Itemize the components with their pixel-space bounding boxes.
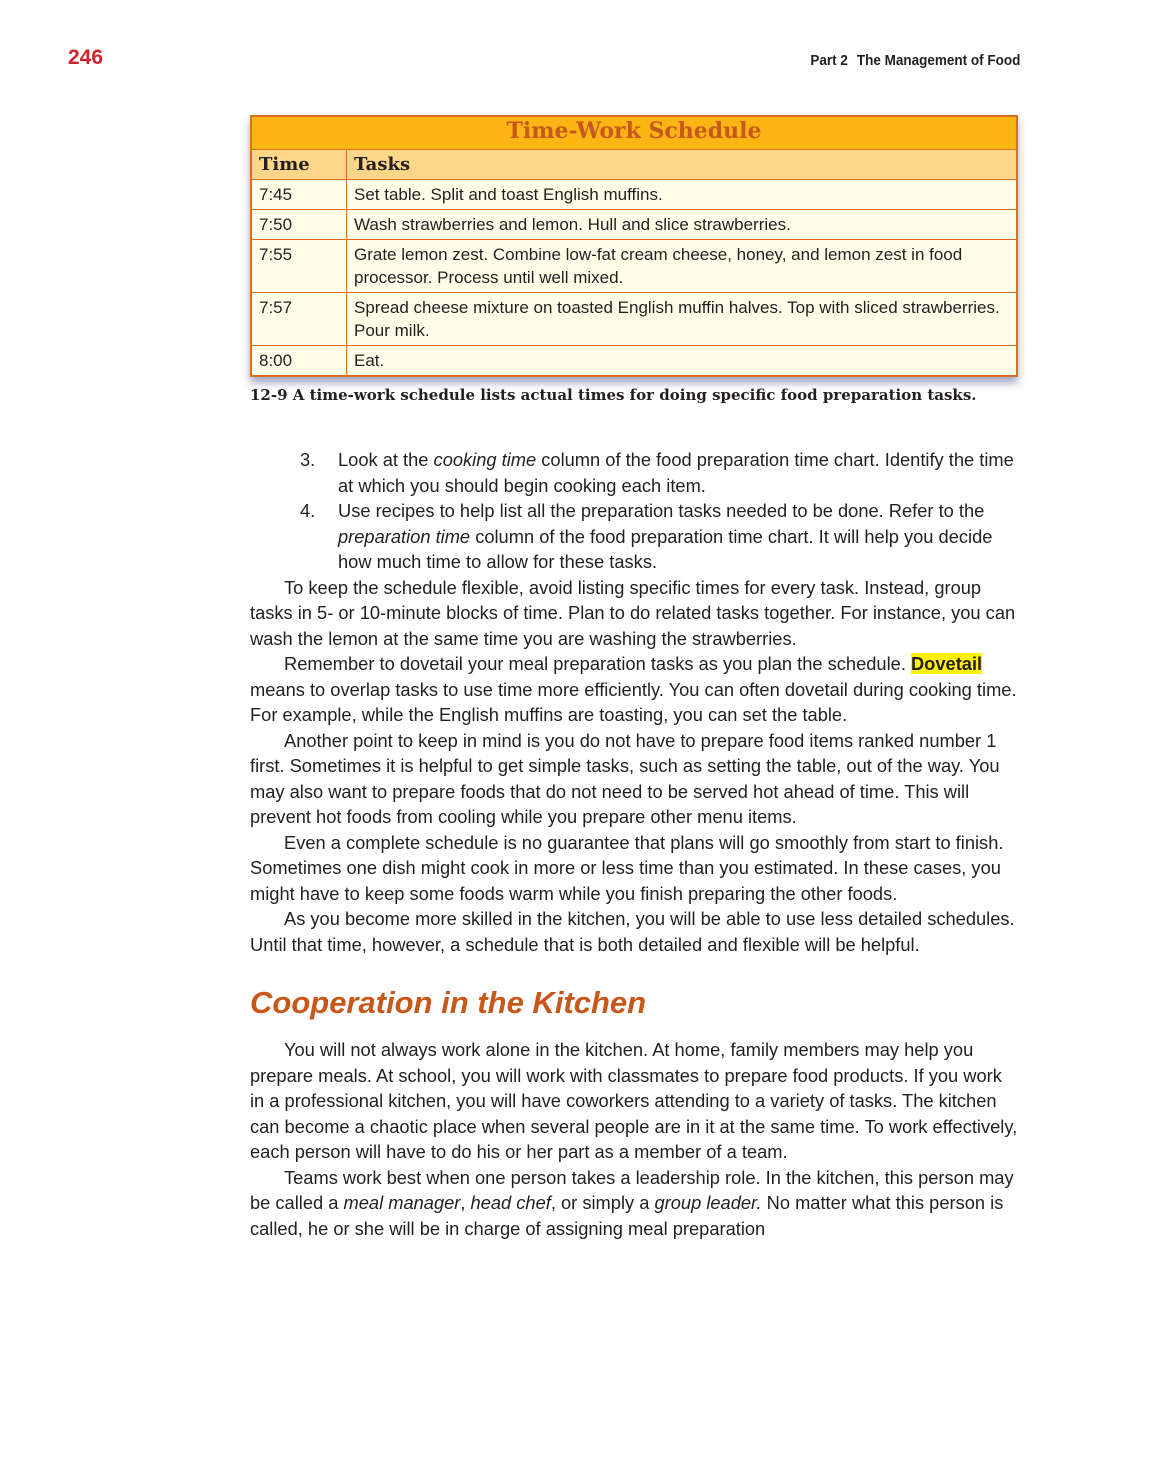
table-row <box>251 240 1017 293</box>
time-cell: 8:00 <box>251 346 347 377</box>
list-item <box>250 447 1020 498</box>
emphasis: meal manager <box>343 1192 461 1213</box>
text: Look at the <box>338 449 434 470</box>
emphasis: preparation time <box>338 525 471 547</box>
text: column of the food preparation time chart. Identify the time at which you should begin cooking each item. <box>338 449 1014 496</box>
paragraph: To keep the schedule flexible, avoid listing specific times for every task. Instead, group tasks in 5- or 10-minute blocks of time. Plan to do related tasks together. For instance, you can wash the lemon at the same time you are washing the strawberries. <box>250 576 1016 649</box>
task-cell: Wash strawberries and lemon. Hull and slice strawberries. <box>347 210 1018 240</box>
emphasis: group leader. <box>654 1192 762 1213</box>
text: , or simply a <box>550 1192 655 1213</box>
table-row <box>251 210 1017 240</box>
text: Use recipes to help list all the preparation tasks needed to be done. Refer to the <box>338 500 985 521</box>
part-title: The Management of Food <box>856 52 1020 69</box>
list-number: 4. <box>300 500 316 521</box>
text: , <box>460 1192 471 1213</box>
table-row <box>251 293 1017 346</box>
table-row <box>251 180 1017 210</box>
column-header-tasks: Tasks <box>347 150 1018 180</box>
time-cell: 7:57 <box>251 293 347 346</box>
task-cell: Grate lemon zest. Combine low-fat cream cheese, honey, and lemon zest in food processor. Process until well mixed. <box>347 240 1018 293</box>
paragraph: As you become more skilled in the kitchen, you will be able to use less detailed schedules. Until that time, however, a schedule that is both detailed and flexible will be helpful. <box>250 908 1015 955</box>
part-label: Part 2 <box>809 52 848 69</box>
text: column of the food preparation time chart. It will help you decide how much time to allow for these tasks. <box>338 525 993 572</box>
text: Remember to dovetail your meal preparation tasks as you plan the schedule. <box>284 653 911 674</box>
task-cell: Eat. <box>347 346 1018 377</box>
body-text <box>250 447 1020 1241</box>
emphasis: head chef <box>470 1192 551 1213</box>
task-cell: Spread cheese mixture on toasted English muffin halves. Top with sliced strawberries. Pour milk. <box>347 293 1018 346</box>
page-number: 246 <box>68 46 104 69</box>
time-cell: 7:45 <box>251 180 347 210</box>
column-header-time: Time <box>251 150 347 180</box>
paragraph: You will not always work alone in the kitchen. At home, family members may help you prepare meals. At school, you will work with classmates to prepare food products. If you work in a professional kitchen, you will have coworkers attending to a variety of tasks. The kitchen can become a chaotic place when several people are in it at the same time. To work effectively, each person will have to do his or her part as a member of a team. <box>250 1039 1018 1162</box>
text: No matter what this person is called, he or she will be in charge of assigning meal preparation <box>250 1192 1004 1239</box>
paragraph <box>250 651 1020 728</box>
time-work-schedule-table <box>250 115 1018 377</box>
running-header <box>801 52 1020 69</box>
paragraph <box>250 1165 1020 1242</box>
table-title: Time-Work Schedule <box>251 116 1017 150</box>
time-cell: 7:55 <box>251 240 347 293</box>
task-cell: Set table. Split and toast English muffins. <box>347 180 1018 210</box>
figure-caption: 12-9 A time-work schedule lists actual times for doing specific food preparation tasks. <box>250 386 977 404</box>
emphasis: cooking time <box>433 449 537 470</box>
list-item <box>250 498 1020 575</box>
time-cell: 7:50 <box>251 210 347 240</box>
table-row <box>251 346 1017 377</box>
text: Teams work best when one person takes a leadership role. In the kitchen, this person may be called a <box>250 1166 1014 1213</box>
highlighted-term: Dovetail <box>910 653 983 674</box>
paragraph: Even a complete schedule is no guarantee that plans will go smoothly from start to finish. Sometimes one dish might cook in more or less time than you estimated. In these cases, you might have to keep some foods warm while you finish preparing the other foods. <box>250 831 1004 904</box>
text: means to overlap tasks to use time more efficiently. You can often dovetail during cooking time. For example, while the English muffins are toasting, you can set the table. <box>250 678 1017 725</box>
section-heading: Cooperation in the Kitchen <box>250 985 647 1020</box>
paragraph: Another point to keep in mind is you do not have to prepare food items ranked number 1 first. Sometimes it is helpful to get simple tasks, such as setting the table, out of the way. You may also want to prepare foods that do not need to be served hot ahead of time. This will prevent hot foods from cooling while you prepare other menu items. <box>250 729 1000 827</box>
list-number: 3. <box>300 449 316 470</box>
